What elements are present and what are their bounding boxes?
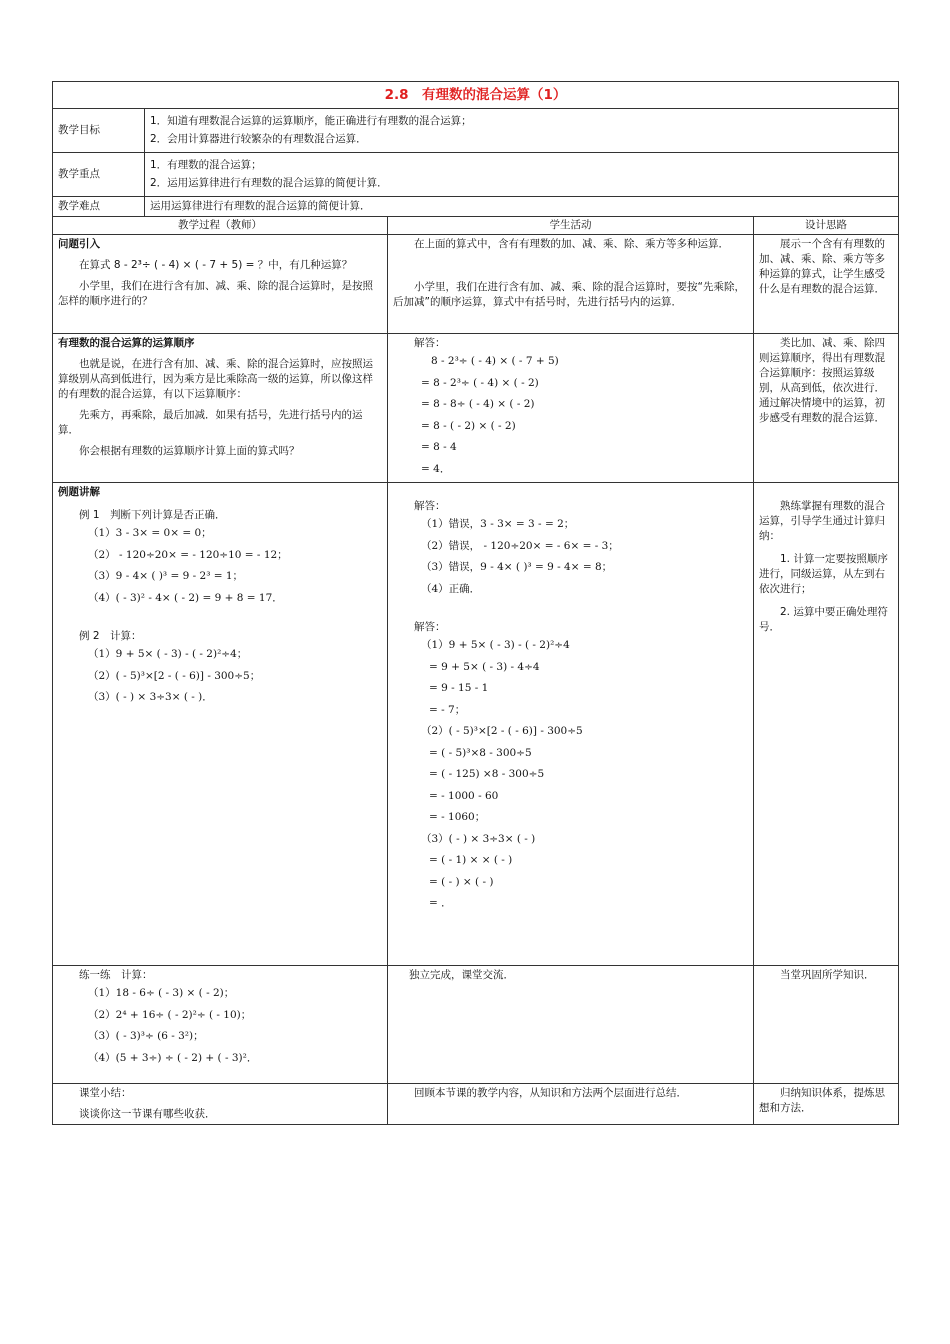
example-1-answer-label: 解答： <box>414 500 446 512</box>
key-points-label: 教学重点 <box>53 153 145 197</box>
examples-student <box>388 483 754 966</box>
example-2-item: （1）9 + 5× ( - 3) - ( - 2)²÷4； <box>88 648 248 660</box>
example-2-answer-step: = - 1000 - 60 <box>429 789 499 802</box>
order-step: = 8 - 4 <box>421 441 457 453</box>
lesson-plan-table <box>52 81 899 1125</box>
examples-design-text-3: 2. 运算中要正确处理符号． <box>759 606 888 633</box>
summary-design-text: 归纳知识体系，提炼思想和方法． <box>759 1087 885 1114</box>
intro-student-1: 在上面的算式中，含有有理数的加、减、乘、除、乘方等多种运算． <box>414 238 729 250</box>
section-summary <box>53 1084 899 1125</box>
goal-item: 2．会用计算器进行较繁杂的有理数混合运算． <box>150 133 367 145</box>
examples-design-text-2: 1. 计算一定要按照顺序进行，同级运算，从左到右依次进行； <box>759 553 888 595</box>
intro-design-text: 展示一个含有有理数的加、减、乘、除、乘方等多种运算的算式，让学生感受什么是有理数的混合运算． <box>759 238 885 295</box>
title-row <box>53 82 899 109</box>
order-text-1: 也就是说，在进行含有加、减、乘、除的混合运算时，应按照运算级别从高到低进行，因为乘方是比乘除高一级的运算，所以像这样的有理数的混合运算，有以下运算顺序： <box>58 358 373 400</box>
lesson-plan-sheet <box>52 81 898 1125</box>
intro-teacher <box>53 235 388 334</box>
goal-item: 1．知道有理数混合运算的运算顺序，能正确进行有理数的混合运算； <box>150 115 472 127</box>
example-2-answer-step: = ． <box>429 897 452 909</box>
practice-item: （1）18 - 6÷ ( - 3) × ( - 2)； <box>88 987 235 999</box>
summary-student-text: 回顾本节课的教学内容，从知识和方法两个层面进行总结． <box>414 1087 687 1099</box>
order-answer-label: 解答： <box>414 337 446 349</box>
practice-student <box>388 966 754 1084</box>
example-2-answer-step: = - 1060； <box>429 811 486 823</box>
section-intro <box>53 235 899 334</box>
page-title: 2.8 有理数的混合运算（1） <box>53 82 899 109</box>
intro-text-2: 小学里，我们在进行含有加、减、乘、除的混合运算时，是按照怎样的顺序进行的？ <box>58 280 373 307</box>
order-step: = 8 - 8÷ ( - 4) × ( - 2) <box>421 398 535 410</box>
summary-design <box>754 1084 899 1125</box>
order-step: = 8 - 2³÷ ( - 4) × ( - 2) <box>421 376 539 389</box>
intro-text-1: 在算式 8 - 2³÷ ( - 4) × ( - 7 + 5) = ？中，有几种运算？ <box>79 259 353 271</box>
example-2-answer-step: （1）9 + 5× ( - 3) - ( - 2)²÷4 <box>421 639 570 651</box>
practice-heading: 练一练 计算： <box>79 969 153 981</box>
intro-student <box>388 235 754 334</box>
example-2-item: （2）( - 5)³×[2 - ( - 6)] - 300÷5； <box>88 669 261 682</box>
header-design: 设计思路 <box>754 217 899 235</box>
order-step: 8 - 2³÷ ( - 4) × ( - 7 + 5) <box>431 355 559 367</box>
example-2-answer-step: （3）( - ) × 3÷3× ( - ) <box>421 832 536 845</box>
header-student: 学生活动 <box>388 217 754 235</box>
section-order <box>53 334 899 483</box>
example-1-item: （2） - 120÷20× = - 120÷10 = - 12； <box>88 548 288 561</box>
examples-design <box>754 483 899 966</box>
example-2-answer-step: = ( - 1) × × ( - ) <box>429 854 513 866</box>
order-text-3: 你会根据有理数的运算顺序计算上面的算式吗？ <box>79 445 300 457</box>
example-1-item: （1）3 - 3× = 0× = 0； <box>88 527 212 539</box>
goals-content <box>145 109 899 153</box>
example-1-title: 例 1 判断下列计算是否正确． <box>79 509 226 521</box>
difficulty-row <box>53 197 899 217</box>
summary-student <box>388 1084 754 1125</box>
section-examples <box>53 483 899 966</box>
goals-label: 教学目标 <box>53 109 145 153</box>
practice-student-text: 独立完成，课堂交流． <box>409 969 514 981</box>
example-1-answer: （3）错误，9 - 4× ( )³ = 9 - 4× = 8； <box>421 561 613 573</box>
example-2-title: 例 2 计算： <box>79 630 142 642</box>
intro-design <box>754 235 899 334</box>
practice-item: （3）( - 3)³÷ (6 - 3²)； <box>88 1030 204 1042</box>
example-2-answer-step: = ( - 5)³×8 - 300÷5 <box>429 746 532 759</box>
intro-heading: 问题引入 <box>58 238 100 250</box>
example-2-answer-step: （2）( - 5)³×[2 - ( - 6)] - 300÷5 <box>421 725 583 737</box>
practice-teacher <box>53 966 388 1084</box>
header-process: 教学过程（教师） <box>53 217 388 235</box>
order-text-2: 先乘方，再乘除，最后加减．如果有括号，先进行括号内的运算． <box>58 409 363 436</box>
example-2-answer-step: = ( - 125) ×8 - 300÷5 <box>429 768 545 780</box>
section-practice <box>53 966 899 1084</box>
key-points-row <box>53 153 899 197</box>
column-header-row <box>53 217 899 235</box>
example-1-answer: （1）错误，3 - 3× = 3 - = 2； <box>421 518 575 530</box>
goals-row <box>53 109 899 153</box>
example-1-answer: （2）错误， - 120÷20× = - 6× = - 3； <box>421 539 619 552</box>
order-design <box>754 334 899 483</box>
practice-item: （4）(5 + 3÷) ÷ ( - 2) + ( - 3)²． <box>88 1051 258 1064</box>
order-step: = 4． <box>421 462 451 475</box>
practice-item: （2）2⁴ + 16÷ ( - 2)²÷ ( - 10)； <box>88 1008 252 1021</box>
examples-heading: 例题讲解 <box>58 486 100 498</box>
order-step: = 8 - ( - 2) × ( - 2) <box>421 419 516 432</box>
example-2-answer-step: = - 7； <box>429 703 466 716</box>
key-point-item: 2．运用运算律进行有理数的混合运算的简便计算． <box>150 177 388 189</box>
order-heading: 有理数的混合运算的运算顺序 <box>58 337 195 349</box>
practice-design <box>754 966 899 1084</box>
difficulty-content: 运用运算律进行有理数的混合运算的简便计算． <box>145 197 899 217</box>
key-points-content <box>145 153 899 197</box>
key-point-item: 1．有理数的混合运算； <box>150 159 262 171</box>
example-2-answer-label: 解答： <box>414 621 446 633</box>
example-1-item: （4）( - 3)² - 4× ( - 2) = 9 + 8 = 17． <box>88 591 283 604</box>
example-2-answer-step: = 9 - 15 - 1 <box>429 682 489 694</box>
example-2-item: （3）( - ) × 3÷3× ( - )． <box>88 691 213 703</box>
order-teacher <box>53 334 388 483</box>
intro-student-2: 小学里，我们在进行含有加、减、乘、除的混合运算时，要按“先乘除，后加减”的顺序运算，算式中有括号时，先进行括号内的运算． <box>393 281 745 308</box>
example-1-answer: （4）正确． <box>421 582 481 595</box>
summary-heading: 课堂小结： <box>79 1087 132 1099</box>
examples-teacher <box>53 483 388 966</box>
summary-text: 谈谈你这一节课有哪些收获． <box>79 1108 216 1120</box>
example-2-answer-step: = ( - ) × ( - ) <box>429 875 494 888</box>
order-student <box>388 334 754 483</box>
example-2-answer-step: = 9 + 5× ( - 3) - 4÷4 <box>429 660 540 673</box>
order-design-text: 类比加、减、乘、除四则运算顺序，得出有理数混合运算顺序：按照运算级别，从高到低，依次进行．通过解决情境中的运算，初步感受有理数的混合运算． <box>759 337 885 424</box>
difficulty-label: 教学难点 <box>53 197 145 217</box>
summary-teacher <box>53 1084 388 1125</box>
example-1-item: （3）9 - 4× ( )³ = 9 - 2³ = 1； <box>88 570 244 582</box>
examples-design-text-1: 熟练掌握有理数的混合运算，引导学生通过计算归纳： <box>759 500 885 542</box>
practice-design-text: 当堂巩固所学知识． <box>780 969 875 981</box>
